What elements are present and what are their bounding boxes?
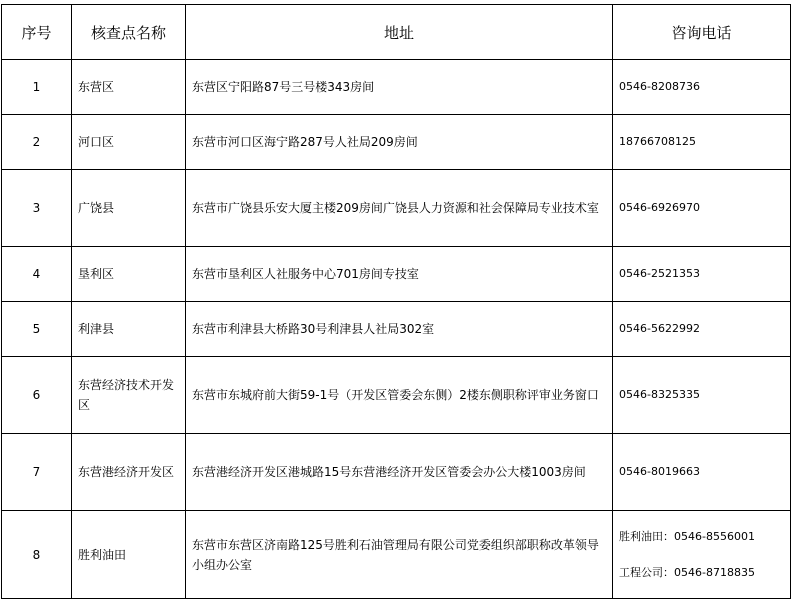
- row-name: 东营港经济开发区: [72, 434, 186, 511]
- row-index: 3: [2, 170, 72, 247]
- table-row: [2, 357, 791, 434]
- header-name: 核查点名称: [72, 5, 186, 60]
- row-name: 胜利油田: [72, 511, 186, 599]
- row-phone: 0546-5622992: [613, 302, 791, 357]
- table-row: [2, 115, 791, 170]
- row-address: 东营港经济开发区港城路15号东营港经济开发区管委会办公大楼1003房间: [186, 434, 613, 511]
- row-phone: 18766708125: [613, 115, 791, 170]
- row-phone: 0546-2521353: [613, 247, 791, 302]
- row-address: 东营市利津县大桥路30号利津县人社局302室: [186, 302, 613, 357]
- row-address: 东营市河口区海宁路287号人社局209房间: [186, 115, 613, 170]
- header-index: 序号: [2, 5, 72, 60]
- row-index: 2: [2, 115, 72, 170]
- header-phone: 咨询电话: [613, 5, 791, 60]
- table-header-row: [2, 5, 791, 60]
- row-address: 东营市垦利区人社服务中心701房间专技室: [186, 247, 613, 302]
- row-phone: [613, 511, 791, 599]
- row-phone: 0546-6926970: [613, 170, 791, 247]
- phone-line: 胜利油田：0546-8556001: [619, 529, 755, 543]
- checkpoint-table: [1, 4, 791, 599]
- table-row: [2, 170, 791, 247]
- row-index: 5: [2, 302, 72, 357]
- table-row: [2, 511, 791, 599]
- row-index: 6: [2, 357, 72, 434]
- table-row: [2, 60, 791, 115]
- row-name: 河口区: [72, 115, 186, 170]
- row-index: 8: [2, 511, 72, 599]
- row-name: 东营区: [72, 60, 186, 115]
- row-phone: 0546-8208736: [613, 60, 791, 115]
- header-address: 地址: [186, 5, 613, 60]
- row-name: 东营经济技术开发区: [72, 357, 186, 434]
- row-name: 垦利区: [72, 247, 186, 302]
- row-name: 利津县: [72, 302, 186, 357]
- row-address: 东营市东城府前大街59-1号（开发区管委会东侧）2楼东侧职称评审业务窗口: [186, 357, 613, 434]
- table-row: [2, 434, 791, 511]
- row-index: 1: [2, 60, 72, 115]
- row-index: 4: [2, 247, 72, 302]
- row-address: 东营市东营区济南路125号胜利石油管理局有限公司党委组织部职称改革领导小组办公室: [186, 511, 613, 599]
- phone-line: 工程公司：0546-8718835: [619, 565, 755, 579]
- row-phone: 0546-8019663: [613, 434, 791, 511]
- row-phone: 0546-8325335: [613, 357, 791, 434]
- row-index: 7: [2, 434, 72, 511]
- table-row: [2, 302, 791, 357]
- row-name: 广饶县: [72, 170, 186, 247]
- row-address: 东营区宁阳路87号三号楼343房间: [186, 60, 613, 115]
- table-row: [2, 247, 791, 302]
- row-address: 东营市广饶县乐安大厦主楼209房间广饶县人力资源和社会保障局专业技术室: [186, 170, 613, 247]
